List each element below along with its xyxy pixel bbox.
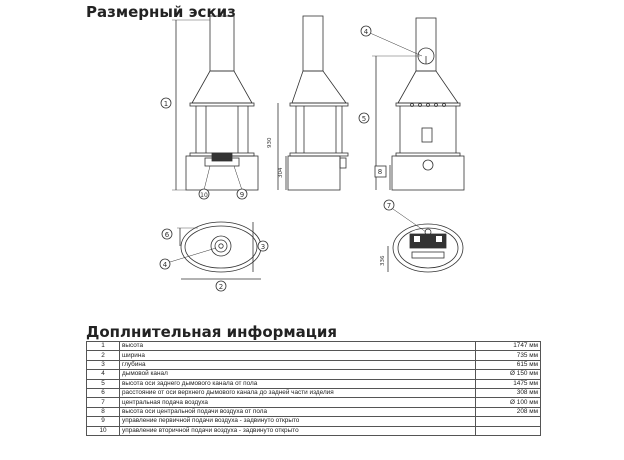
table-row [87,417,541,426]
table-row [87,342,541,351]
back-view [359,18,464,190]
row-number: 9 [87,417,120,426]
plan-view [160,222,268,291]
row-number: 7 [87,398,120,407]
rear-plan-view [380,200,463,272]
row-value: 1747 мм [476,342,541,351]
row-number: 10 [87,426,120,435]
row-value: 735 мм [476,351,541,360]
row-value: Ø 150 мм [476,370,541,379]
plan-label-2: 2 [218,283,224,291]
table-row [87,388,541,397]
row-description: центральная подача воздуха [120,398,476,407]
front-label-10: 10 [200,192,208,199]
back-label-4: 4 [363,28,369,36]
back-label-8: 8 [377,168,383,176]
row-number: 6 [87,388,120,397]
row-value: 615 мм [476,360,541,369]
rear-dim-336: 336 [380,255,386,266]
row-number: 5 [87,379,120,388]
back-label-5: 5 [361,115,367,123]
info-heading: Доплнительная информация [86,323,338,341]
table-row [87,398,541,407]
row-value: 208 мм [476,407,541,416]
row-description: расстояние от оси верхнего дымового канала до задней части изделия [120,388,476,397]
row-number: 8 [87,407,120,416]
row-number: 2 [87,351,120,360]
row-value: 308 мм [476,388,541,397]
row-description: управление первичной подачи воздуха - задвинуто открыто [120,417,476,426]
front-label-1: 1 [163,100,169,108]
table-row [87,370,541,379]
side-dim-930: 930 [267,137,273,148]
plan-label-4: 4 [162,261,168,269]
row-description: высота оси заднего дымового канала от пола [120,379,476,388]
row-description: ширина [120,351,476,360]
side-dim-304: 304 [278,167,284,178]
plan-label-3: 3 [260,243,266,251]
table-row [87,379,541,388]
row-value [476,417,541,426]
row-number: 1 [87,342,120,351]
row-number: 3 [87,360,120,369]
rear-label-7: 7 [386,202,392,210]
row-value: 1475 мм [476,379,541,388]
row-description: глубина [120,360,476,369]
table-row [87,407,541,416]
table-row [87,426,541,435]
front-label-9: 9 [239,191,245,199]
table-row [87,351,541,360]
row-description: управление вторичной подачи воздуха - задвинуто открыто [120,426,476,435]
row-value: Ø 100 мм [476,398,541,407]
row-description: высота оси центральной подачи воздуха от пола [120,407,476,416]
plan-label-6: 6 [164,231,170,239]
front-view [161,16,258,199]
table-row [87,360,541,369]
row-number: 4 [87,370,120,379]
row-value [476,426,541,435]
row-description: высота [120,342,476,351]
info-table [86,341,541,436]
sketch-heading: Размерный эскиз [86,3,236,21]
row-description: дымовой канал [120,370,476,379]
side-view [267,16,348,190]
